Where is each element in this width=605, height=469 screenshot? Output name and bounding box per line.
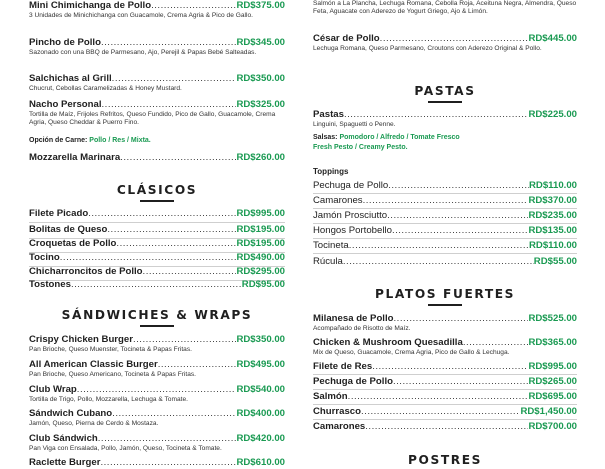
- leader-dots: [88, 208, 236, 220]
- section-heading-platos-fuertes: [313, 287, 577, 306]
- item-price: RD$420.00: [236, 433, 285, 444]
- item-name: Jamón Prosciutto: [313, 210, 388, 221]
- item-name: Pechuga de Pollo: [313, 180, 389, 191]
- menu-item: [29, 152, 285, 164]
- leader-dots: [394, 313, 529, 325]
- topping-item: [313, 195, 577, 207]
- item-price: RD$195.00: [236, 224, 285, 235]
- leader-dots: [393, 376, 528, 388]
- leader-dots: [71, 279, 242, 291]
- topping-item: [313, 225, 577, 237]
- leader-dots: [363, 195, 529, 207]
- leader-dots: [343, 256, 534, 268]
- leader-dots: [158, 359, 237, 371]
- meat-option-label: Opción de Carne:: [29, 137, 88, 144]
- menu-item: [29, 252, 285, 264]
- leader-dots: [100, 457, 236, 469]
- menu-item: [29, 99, 285, 127]
- item-name: Camarones: [313, 421, 366, 432]
- item-price: RD$135.00: [528, 225, 577, 236]
- leader-dots: [361, 406, 520, 418]
- sauces-label: Salsas:: [313, 134, 338, 141]
- leader-dots: [120, 152, 236, 164]
- row-divider: [313, 208, 577, 209]
- row-divider: [313, 374, 577, 375]
- leader-dots: [60, 252, 237, 264]
- item-price: RD$110.00: [528, 180, 577, 191]
- menu-item: [29, 266, 285, 278]
- item-description: Lechuga Romana, Queso Parmesano, Croutons con Aderezo Original & Pollo.: [313, 45, 542, 52]
- item-price: RD$235.00: [528, 210, 577, 221]
- item-price: RD$375.00: [236, 0, 285, 11]
- item-name: Churrasco: [313, 406, 361, 417]
- item-name: Crispy Chicken Burger: [29, 334, 133, 345]
- leader-dots: [344, 109, 529, 121]
- item-price: RD$610.00: [236, 457, 285, 468]
- menu-item: [29, 37, 285, 57]
- leader-dots: [133, 334, 236, 346]
- item-description: Tortilla de Trigo, Pollo, Mozzarella, Lechuga & Tomate.: [29, 396, 188, 403]
- menu-item: [313, 337, 577, 357]
- item-name: Hongos Portobello: [313, 225, 392, 236]
- row-divider: [29, 222, 285, 223]
- item-price: RD$365.00: [528, 337, 577, 348]
- leader-dots: [348, 391, 529, 403]
- row-divider: [313, 389, 577, 390]
- heading-underline: [428, 304, 462, 306]
- item-name: Milanesa de Pollo: [313, 313, 394, 324]
- menu-item: [313, 313, 577, 333]
- leader-dots: [112, 73, 237, 85]
- leader-dots: [151, 0, 236, 12]
- item-name: Chicken & Mushroom Quesadilla: [313, 337, 463, 348]
- item-name: Club Wrap: [29, 384, 77, 395]
- item-name: Croquetas de Pollo: [29, 238, 117, 249]
- section-title: PASTAS: [414, 84, 476, 98]
- item-description: Chucrut, Cebollas Caramelizadas & Honey Mustard.: [29, 85, 182, 92]
- item-price: RD$265.00: [528, 376, 577, 387]
- menu-item: [313, 421, 577, 433]
- item-name: Sándwich Cubano: [29, 408, 113, 419]
- menu-item: [29, 73, 285, 93]
- item-price: RD$1,450.00: [520, 406, 577, 417]
- menu-item: [29, 384, 285, 404]
- item-description: Sazonado con una BBQ de Parmesano, Ajo, Perejil & Papas Bebé Salteadas.: [29, 49, 257, 56]
- item-name: All American Classic Burger: [29, 359, 158, 370]
- item-price: RD$350.00: [236, 73, 285, 84]
- item-name: César de Pollo: [313, 33, 380, 44]
- row-divider: [313, 193, 577, 194]
- item-price: RD$195.00: [236, 238, 285, 249]
- item-name: Club Sándwich: [29, 433, 98, 444]
- menu-item: [29, 408, 285, 428]
- heading-underline: [140, 325, 174, 327]
- leader-dots: [112, 408, 236, 420]
- menu-item: [29, 433, 285, 453]
- meat-option-values: Pollo / Res / Mixta.: [89, 137, 151, 144]
- item-price: RD$700.00: [528, 421, 577, 432]
- item-description: Pan Brioche, Queso Muenster, Tocineta & Papas Fritas.: [29, 346, 192, 353]
- item-name: Mini Chimichanga de Pollo: [29, 0, 152, 11]
- menu-item: [29, 208, 285, 220]
- heading-underline: [428, 101, 462, 103]
- item-price: RD$110.00: [528, 240, 577, 251]
- item-name: Mozzarella Marinara: [29, 152, 121, 163]
- row-divider: [313, 223, 577, 224]
- menu-item: [29, 359, 285, 379]
- section-title: SÁNDWICHES & WRAPS: [61, 308, 253, 322]
- menu-item: [29, 279, 285, 291]
- menu-item: [29, 224, 285, 236]
- item-name: Nacho Personal: [29, 99, 102, 110]
- menu-item: [313, 406, 577, 418]
- section-heading-pastas: [313, 84, 577, 103]
- item-description: Mix de Queso, Guacamole, Crema Agria, Pico de Gallo & Lechuga.: [313, 349, 510, 356]
- item-name: Rúcula: [313, 256, 343, 267]
- toppings-label: Toppings: [313, 167, 349, 176]
- row-divider: [313, 404, 577, 405]
- item-price: RD$55.00: [533, 256, 577, 267]
- menu-item: [313, 391, 577, 403]
- menu-item: [29, 334, 285, 354]
- section-heading-clasicos: [29, 183, 285, 202]
- item-name: Bolitas de Queso: [29, 224, 108, 235]
- topping-item: [313, 210, 577, 222]
- item-price: RD$350.00: [236, 334, 285, 345]
- leader-dots: [107, 224, 236, 236]
- item-name: Tocino: [29, 252, 60, 263]
- item-description: Pan Viga con Ensalada, Pollo, Jamón, Queso, Tocineta & Tomate.: [29, 445, 222, 452]
- menu-item: [313, 376, 577, 388]
- item-name: Tocineta: [313, 240, 349, 251]
- row-divider: [313, 238, 577, 239]
- item-price: RD$995.00: [528, 361, 577, 372]
- leader-dots: [349, 240, 529, 252]
- sauces-note: [313, 134, 577, 143]
- item-price: RD$540.00: [236, 384, 285, 395]
- leader-dots: [392, 225, 529, 237]
- item-price: RD$260.00: [236, 152, 285, 163]
- meat-option-note: [29, 137, 285, 146]
- leader-dots: [380, 33, 529, 45]
- item-name: Filete de Res: [313, 361, 373, 372]
- section-heading-sandwiches: [29, 308, 285, 327]
- item-price: RD$325.00: [236, 99, 285, 110]
- leader-dots: [143, 266, 237, 278]
- item-description: Pan Brioche, Queso Americano, Tocineta & Papas Fritas.: [29, 371, 197, 378]
- item-price: RD$490.00: [236, 252, 285, 263]
- item-name: Camarones: [313, 195, 363, 206]
- item-description: 3 Unidades de Minichichanga con Guacamole, Crema Agria & Pico de Gallo.: [29, 12, 253, 19]
- item-price: RD$295.00: [236, 266, 285, 277]
- menu-item: [313, 361, 577, 373]
- menu-item: [313, 33, 577, 53]
- row-divider: [313, 419, 577, 420]
- item-name: Chicharroncitos de Pollo: [29, 266, 143, 277]
- item-price: RD$495.00: [236, 359, 285, 370]
- item-description: Acompañado de Risotto de Maíz.: [313, 325, 411, 332]
- item-name: Tostones: [29, 279, 71, 290]
- item-name: Pechuga de Pollo: [313, 376, 393, 387]
- menu-item: [29, 238, 285, 250]
- leader-dots: [387, 210, 528, 222]
- leader-dots: [102, 99, 237, 111]
- section-title: PLATOS FUERTES: [374, 287, 516, 301]
- sauces-line-1: Pomodoro / Alfredo / Tomate Fresco: [339, 134, 460, 141]
- leader-dots: [98, 433, 237, 445]
- item-price: RD$695.00: [528, 391, 577, 402]
- item-description: Linguini, Spaguetti o Penne.: [313, 121, 396, 128]
- topping-item: [313, 180, 577, 192]
- section-title: POSTRES: [407, 453, 483, 467]
- item-description: Salmón a La Plancha, Lechuga Romana, Cebolla Roja, Aceituna Negra, Almendra, Queso Feta, Aguacate con Aderezo de Yogurt Griego, Ajo & Limón.: [313, 0, 577, 16]
- menu-item: [29, 0, 285, 20]
- item-price: RD$995.00: [236, 208, 285, 219]
- item-name: Salchichas al Grill: [29, 73, 112, 84]
- leader-dots: [365, 421, 528, 433]
- menu-item: [313, 109, 577, 129]
- menu-item: [29, 457, 285, 469]
- leader-dots: [116, 238, 236, 250]
- topping-item: [313, 240, 577, 252]
- topping-item: [313, 256, 577, 268]
- item-price: RD$370.00: [528, 195, 577, 206]
- item-price: RD$95.00: [241, 279, 285, 290]
- item-description: Tortilla de Maíz, Frijoles Refritos, Queso Fundido, Pico de Gallo, Guacamole, Crema Agria, Queso Cheddar & Puerro Fino.: [29, 111, 276, 127]
- leader-dots: [388, 180, 529, 192]
- leader-dots: [372, 361, 528, 373]
- item-price: RD$225.00: [528, 109, 577, 120]
- heading-underline: [140, 200, 174, 202]
- item-name: Pincho de Pollo: [29, 37, 101, 48]
- item-price: RD$525.00: [528, 313, 577, 324]
- sauces-line-2: Fresh Pesto / Creamy Pesto.: [313, 144, 408, 151]
- section-title: CLÁSICOS: [116, 183, 198, 197]
- item-description: Jamón, Queso, Pierna de Cerdo & Mostaza.: [29, 420, 159, 427]
- item-price: RD$445.00: [528, 33, 577, 44]
- item-price: RD$400.00: [236, 408, 285, 419]
- item-name: Raclette Burger: [29, 457, 101, 468]
- item-name: Pastas: [313, 109, 344, 120]
- item-price: RD$345.00: [236, 37, 285, 48]
- leader-dots: [463, 337, 529, 349]
- row-divider: [313, 253, 577, 254]
- item-name: Salmón: [313, 391, 348, 402]
- sauces-note-2: [313, 144, 577, 153]
- item-name: Filete Picado: [29, 208, 89, 219]
- leader-dots: [77, 384, 237, 396]
- leader-dots: [101, 37, 236, 49]
